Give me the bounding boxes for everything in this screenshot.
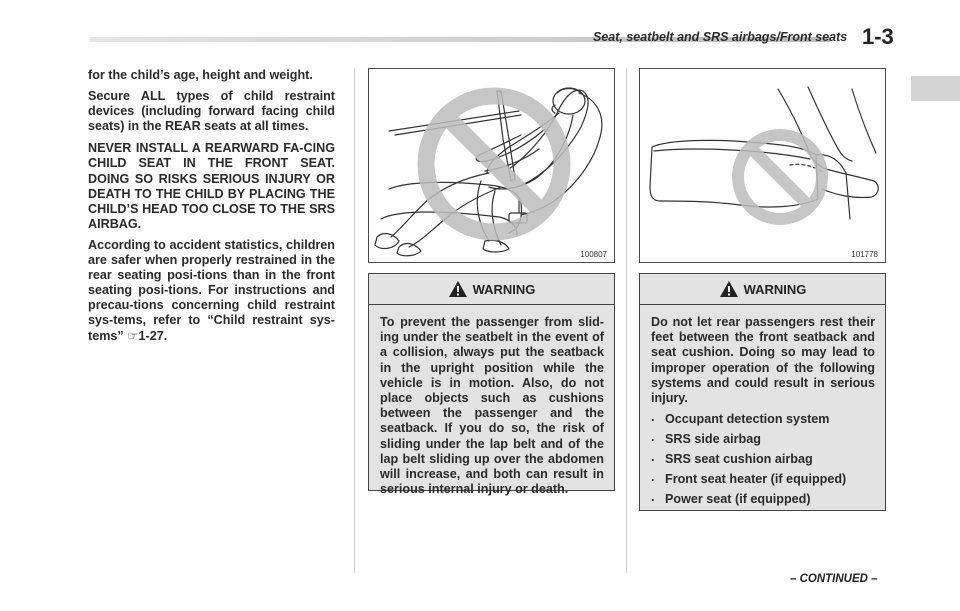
continued-label: – CONTINUED – xyxy=(790,573,878,585)
column-divider-left xyxy=(354,68,355,573)
page-number: 1-3 xyxy=(862,24,894,49)
warning-text: Do not let rear passengers rest their feet between the front seatback and seat cushion. Doing so may lead to improper operation of the following systems and could result in serious injury. xyxy=(651,315,875,406)
warning-box-seatback xyxy=(368,273,615,497)
paragraph-4 xyxy=(88,238,335,344)
feet-under-seat-illustration xyxy=(640,69,885,262)
figure-feet-under-seat xyxy=(639,68,886,263)
warning-body xyxy=(369,305,614,497)
warning-header xyxy=(369,274,614,305)
paragraph-2: Secure ALL types of child restraint devices (including forward facing child seats) in the REAR seats at all times. xyxy=(88,89,335,134)
warning-list xyxy=(651,412,875,507)
list-item: . SRS seat cushion airbag xyxy=(651,452,875,467)
section-title: Seat, seatbelt and SRS airbags/Front seats xyxy=(593,30,848,44)
warning-triangle-icon xyxy=(719,280,739,298)
paragraph-1: for the child’s age, height and weight. xyxy=(88,68,313,82)
figure-reclined-passenger xyxy=(368,68,615,263)
column-divider-right xyxy=(626,68,627,573)
figure-code: 100807 xyxy=(580,250,607,259)
figure-code: 101778 xyxy=(851,250,878,259)
warning-box-rear-feet xyxy=(639,273,886,511)
warning-title: WARNING xyxy=(743,281,807,297)
body-text-column xyxy=(88,68,335,350)
warning-text: To prevent the passenger from slid-ing under the seatbelt in the event of a collision, always put the seatback in the upright position while the vehicle is in motion. Also, do not place objects such as cushions between the passenger and the seatback. If you do so, the risk of sliding under the lap belt and of the lap belt sliding up over the abdomen will increase, and both can result in serious internal injury or death. xyxy=(380,315,604,497)
warning-body xyxy=(640,305,885,507)
prohibited-sign xyxy=(426,96,562,232)
warning-triangle-icon xyxy=(448,280,468,298)
reclined-passenger-illustration xyxy=(369,69,614,262)
paragraph-3: NEVER INSTALL A REARWARD FA-CING CHILD SEAT IN THE FRONT SEAT. DOING SO RISKS SERIOUS INJURY OR DEATH TO THE CHILD BY PLACING THE CHILD’S HEAD TOO CLOSE TO THE SRS AIRBAG. xyxy=(88,141,335,231)
list-item: . SRS side airbag xyxy=(651,432,875,447)
page-reference-link[interactable]: 1-27. xyxy=(138,328,168,343)
warning-header xyxy=(640,274,885,305)
list-item: . Power seat (if equipped) xyxy=(651,492,875,507)
warning-title: WARNING xyxy=(472,281,536,297)
list-item: . Occupant detection system xyxy=(651,412,875,427)
chapter-tab xyxy=(911,76,960,101)
page-reference-icon: ☞ xyxy=(127,328,139,343)
list-item: . Front seat heater (if equipped) xyxy=(651,472,875,487)
paragraph-4-text: According to accident statistics, children are safer when properly restrained in the rear seating posi-tions than in the front seating posi-tions. For instructions and precau-tions concerning child restraint sys-tems, refer to “Child restraint sys-tems” xyxy=(88,237,335,343)
